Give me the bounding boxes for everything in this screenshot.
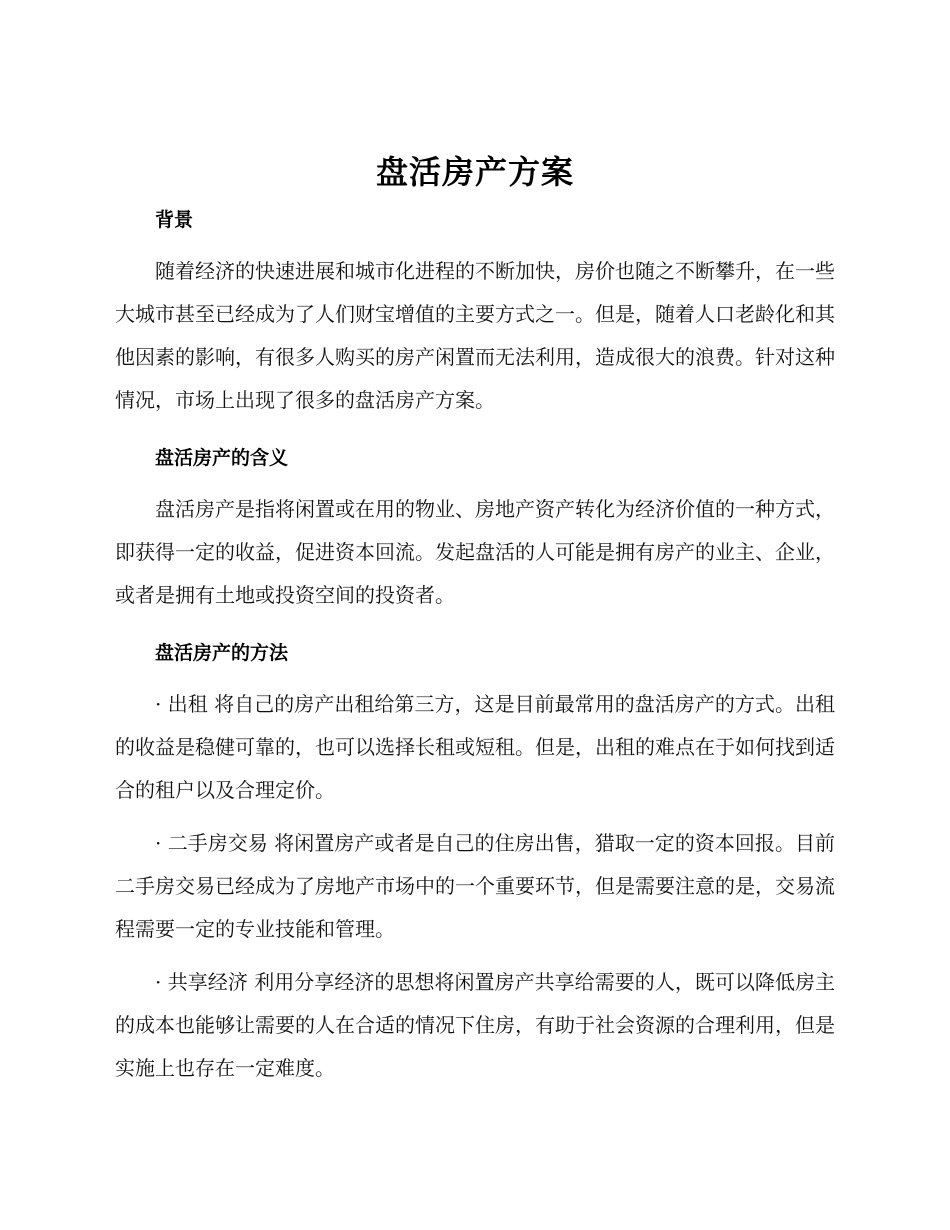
section-heading-methods: 盘活房产的方法 (155, 642, 289, 664)
section-heading-meaning: 盘活房产的含义 (155, 447, 289, 469)
method-item-sharing (115, 961, 835, 1090)
background-paragraph: 随着经济的快速进展和城市化进程的不断加快，房价也随之不断攀升，在一些大城市甚至已经成为了人们财宝增值的主要方式之一。但是，随着人口老龄化和其他因素的影响，有很多人购买的房产闲置而无法利用，造成很大的浪费。针对这种情况，市场上出现了很多的盘活房产方案。 (115, 259, 835, 412)
method-term-secondhand: · 二手房交易 (155, 831, 268, 855)
method-item-rent (115, 683, 835, 812)
method-term-sharing: · 共享经济 (155, 970, 248, 994)
method-text-secondhand: 将闲置房产或者是自己的住房出售，猎取一定的资本回报。目前二手房交易已经成为了房地产市场中的一个重要环节，但是需要注意的是，交易流程需要一定的专业技能和管理。 (115, 831, 836, 941)
document-title: 盘活房产方案 (375, 153, 574, 191)
method-item-secondhand (115, 822, 835, 951)
section-heading-background: 背景 (155, 209, 194, 231)
method-term-rent: · 出租 (155, 692, 208, 716)
meaning-paragraph: 盘活房产是指将闲置或在用的物业、房地产资产转化为经济价值的一种方式，即获得一定的收益，促进资本回流。发起盘活的人可能是拥有房产的业主、企业，或者是拥有土地或投资空间的投资者。 (115, 497, 835, 607)
method-text-rent: 将自己的房产出租给第三方，这是目前最常用的盘活房产的方式。出租的收益是稳健可靠的，也可以选择长租或短租。但是，出租的难点在于如何找到适合的租户以及合理定价。 (115, 692, 836, 802)
method-text-sharing: 利用分享经济的思想将闲置房产共享给需要的人，既可以降低房主的成本也能够让需要的人在合适的情况下住房，有助于社会资源的合理利用，但是实施上也存在一定难度。 (115, 970, 836, 1080)
